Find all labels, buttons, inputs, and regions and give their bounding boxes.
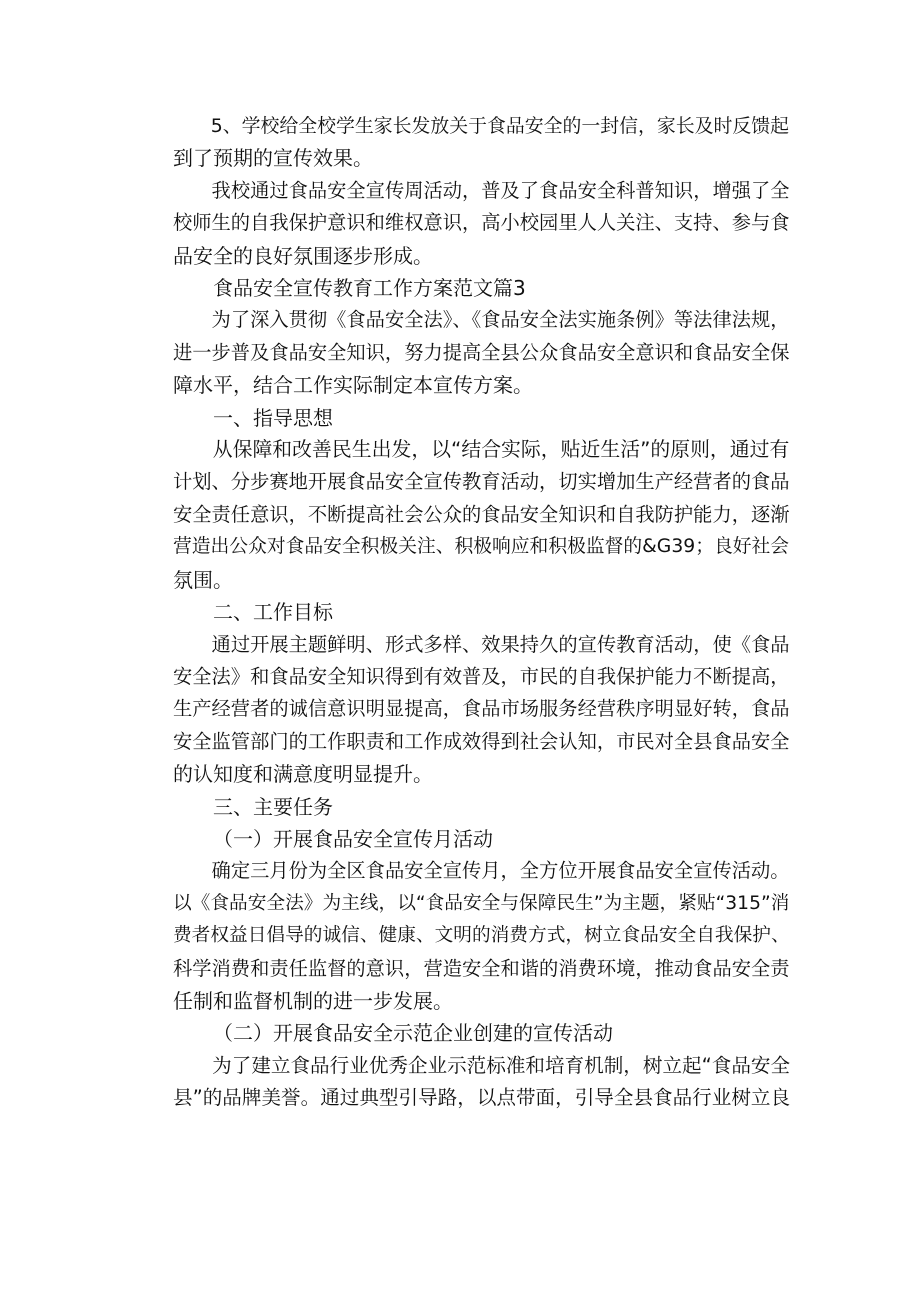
text-line: 三、主要任务 bbox=[213, 794, 333, 819]
text-line: 通过开展主题鲜明、形式多样、效果持久的宣传教育活动，使《食品 bbox=[211, 632, 790, 656]
text-line: 营造出公众对食品安全积极关注、积极响应和积极监督的&G39；良好社会 bbox=[173, 536, 790, 558]
text-line: 县”的品牌美誉。通过典型引导路，以点带面，引导全县食品行业树立良 bbox=[173, 1086, 791, 1110]
text-line: 障水平，结合工作实际制定本宣传方案。 bbox=[173, 373, 533, 398]
paragraph-intro bbox=[173, 304, 793, 401]
text-line: 食品安全宣传教育工作方案范文篇3 bbox=[213, 276, 526, 301]
text-line: （二）开展食品安全示范企业创建的宣传活动 bbox=[213, 1021, 613, 1046]
text-line: 二、工作目标 bbox=[213, 600, 333, 625]
text-line: 任制和监督机制的进一步发展。 bbox=[173, 988, 453, 1013]
text-line: 安全责任意识，不断提高社会公众的食品安全知识和自我防护能力，逐渐 bbox=[173, 502, 790, 526]
text-line: 安全监管部门的工作职责和工作成效得到社会认知，市民对全县食品安全 bbox=[173, 729, 790, 753]
text-line: 为了深入贯彻《食品安全法》、《食品安全法实施条例》等法律法规， bbox=[211, 308, 790, 332]
text-line: 5、学校给全校学生家长发放关于食品安全的一封信，家长及时反馈起 bbox=[210, 115, 790, 137]
heading-task-one bbox=[173, 823, 793, 855]
text-line: 为了建立食品行业优秀企业示范标准和培育机制，树立起“食品安全 bbox=[212, 1053, 791, 1077]
heading-work-goals bbox=[173, 596, 793, 628]
text-line: 安全法》和食品安全知识得到有效普及，市民的自我保护能力不断提高， bbox=[173, 664, 790, 688]
text-line: （一）开展食品安全宣传月活动 bbox=[213, 826, 493, 851]
text-line: 科学消费和责任监督的意识，营造安全和谐的消费环境，推动食品安全责 bbox=[173, 956, 790, 980]
text-line: 品安全的良好氛围逐步形成。 bbox=[173, 243, 433, 268]
document-body bbox=[173, 110, 793, 1115]
section-title bbox=[173, 272, 793, 304]
heading-main-tasks bbox=[173, 791, 793, 823]
paragraph-task-one bbox=[173, 855, 793, 1017]
paragraph-summary bbox=[173, 175, 793, 272]
text-line: 我校通过食品安全宣传周活动，普及了食品安全科普知识，增强了全 bbox=[211, 178, 790, 202]
text-line: 以《食品安全法》为主线，以“食品安全与保障民生”为主题，紧贴“315”消 bbox=[173, 892, 790, 914]
heading-task-two bbox=[173, 1017, 793, 1049]
text-line: 校师生的自我保护意识和维权意识，高小校园里人人关注、支持、参与食 bbox=[173, 211, 790, 235]
paragraph-work-goals bbox=[173, 629, 793, 791]
heading-guiding-ideology bbox=[173, 402, 793, 434]
text-line: 到了预期的宣传效果。 bbox=[173, 146, 373, 171]
paragraph-guiding-ideology bbox=[173, 434, 793, 596]
text-line: 进一步普及食品安全知识，努力提高全县公众食品安全意识和食品安全保 bbox=[173, 340, 790, 364]
text-line: 氛围。 bbox=[173, 567, 233, 592]
text-line: 一、指导思想 bbox=[213, 405, 333, 430]
paragraph-item-5 bbox=[173, 110, 793, 175]
paragraph-task-two bbox=[173, 1050, 793, 1115]
text-line: 费者权益日倡导的诚信、健康、文明的消费方式，树立食品安全自我保护、 bbox=[173, 925, 790, 947]
text-line: 从保障和改善民生出发，以“结合实际，贴近生活”的原则，通过有 bbox=[212, 438, 790, 462]
text-line: 的认知度和满意度明显提升。 bbox=[173, 762, 433, 787]
text-line: 生产经营者的诚信意识明显提高，食品市场服务经营秩序明显好转，食品 bbox=[173, 697, 790, 721]
text-line: 确定三月份为全区食品安全宣传月，全方位开展食品安全宣传活动。 bbox=[211, 859, 790, 883]
text-line: 计划、分步赛地开展食品安全宣传教育活动，切实增加生产经营者的食品 bbox=[173, 470, 790, 494]
